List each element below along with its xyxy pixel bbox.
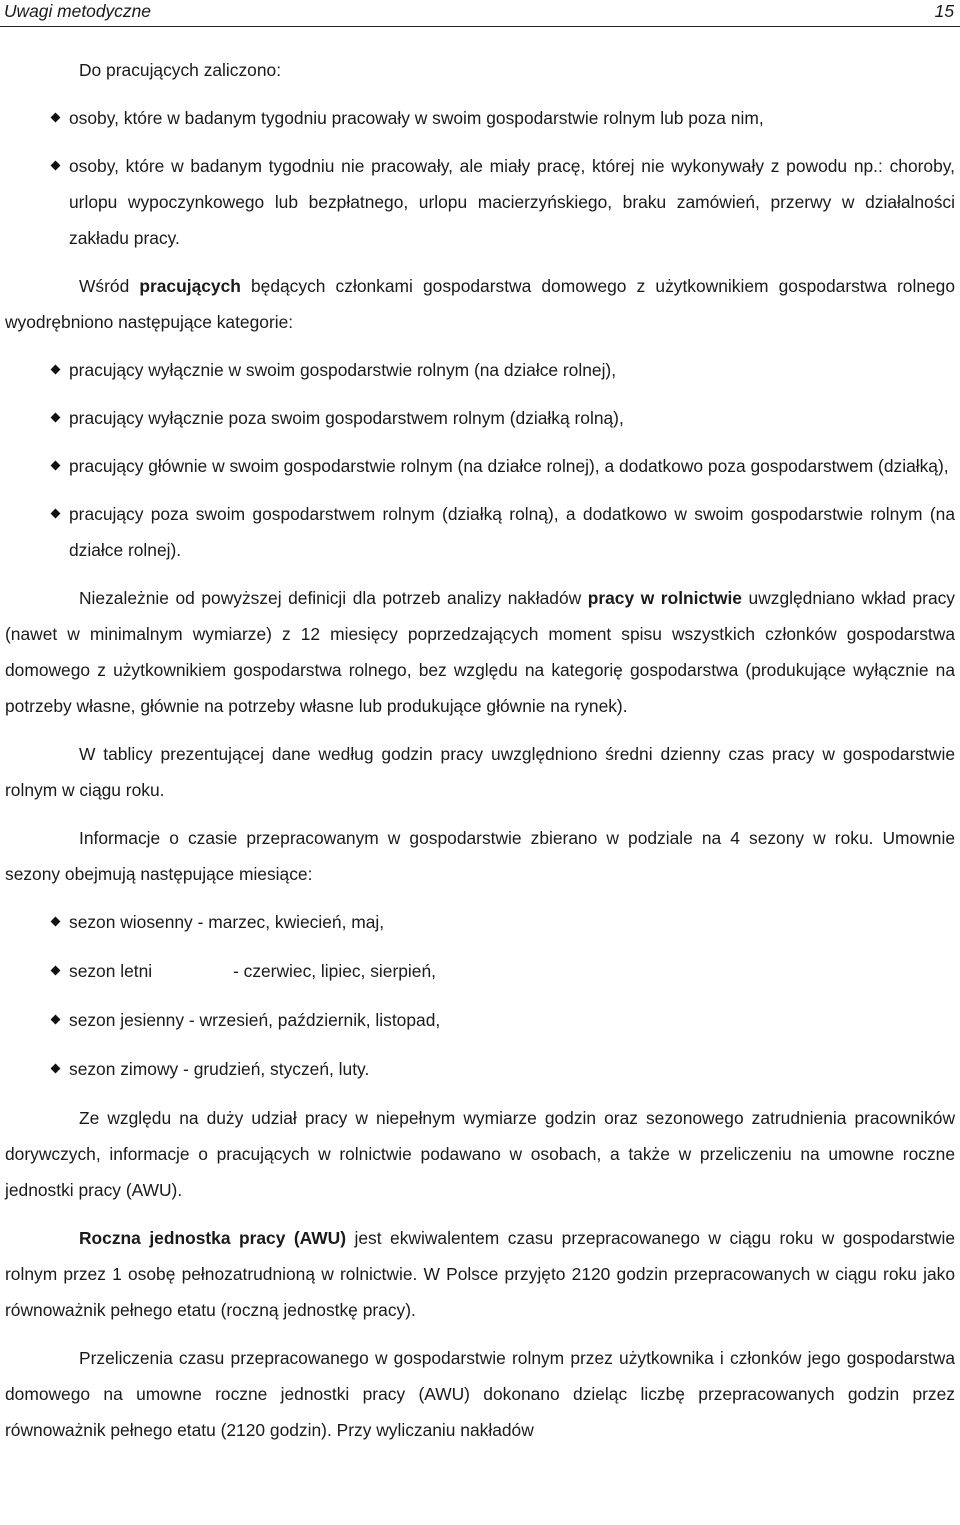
- bullet-icon: [51, 1015, 61, 1025]
- intro-workers: Do pracujących zaliczono:: [79, 60, 282, 80]
- table-paragraph: W tablicy prezentującej dane według godzin pracy uwzględniono średni dzienny czas pracy w gospodarstwie rolnym w ciągu roku.: [5, 744, 955, 800]
- bullet-icon: [51, 365, 61, 375]
- season-months: marzec, kwiecień, maj,: [208, 912, 385, 932]
- season-months: wrzesień, październik, listopad,: [199, 1010, 441, 1030]
- bullet-icon: [51, 917, 61, 927]
- awu-paragraph: Roczna jednostka pracy (AWU) jest ekwiwalentem czasu przepracowanego w ciągu roku w gospodarstwie rolnym przez 1 osobę pełnozatrudnioną w rolnictwie. W Polsce przyjęto 2120 godzin przepracowanych w ciągu roku jako równoważnik pełnego etatu (roczną jednostkę pracy).: [5, 1228, 955, 1320]
- season-name: sezon zimowy -: [69, 1059, 189, 1079]
- bullet-icon: [51, 413, 61, 423]
- list-item: [5, 953, 955, 989]
- list-item: pracujący wyłącznie w swoim gospodarstwie rolnym (na działce rolnej),: [5, 352, 955, 388]
- workers-list: [5, 100, 955, 256]
- labor-paragraph: Niezależnie od powyższej definicji dla potrzeb analizy nakładów pracy w rolnictwie uwzględniano wkład pracy (nawet w minimalnym wymiarze) z 12 miesięcy poprzedzających moment spisu wszystkich członków gospodarstwa domowego z użytkownikiem gospodarstwa rolnego, bez względu na kategorię gospodarstwa (produkujące wyłącznie na potrzeby własne, głównie na potrzeby własne lub produkujące głównie na rynek).: [5, 588, 956, 716]
- season-months: - czerwiec, lipiec, sierpień,: [233, 961, 436, 981]
- bullet-icon: [51, 461, 61, 471]
- seasons-list: [5, 904, 955, 1087]
- page-header: [0, 0, 960, 27]
- season-name: sezon jesienny -: [69, 1010, 195, 1030]
- page-number: 15: [934, 1, 954, 21]
- list-item: pracujący poza swoim gospodarstwem rolnym (działką rolną), a dodatkowo w swoim gospodarstwie rolnym (na działce rolnej).: [5, 496, 955, 568]
- list-item: pracujący wyłącznie poza swoim gospodarstwem rolnym (działką rolną),: [5, 400, 955, 436]
- conversion-paragraph: Przeliczenia czasu przepracowanego w gospodarstwie rolnym przez użytkownika i członków jego gospodarstwa domowego na umowne roczne jednostki pracy (AWU) dokonano dzieląc liczbę przepracowanych godzin przez równoważnik pełnego etatu (2120 godzin). Przy wyliczaniu nakładów: [5, 1348, 955, 1440]
- list-item: [5, 1002, 955, 1038]
- header-title: Uwagi metodyczne: [4, 1, 151, 21]
- emphasis-text: pracy w rolnictwie: [587, 588, 742, 608]
- bullet-icon: [51, 966, 61, 976]
- list-item: [5, 904, 955, 940]
- emphasis-text: pracujących: [139, 276, 241, 296]
- season-months: grudzień, styczeń, luty.: [193, 1059, 370, 1079]
- bullet-icon: [51, 161, 61, 171]
- emphasis-text: Roczna jednostka pracy (AWU): [79, 1228, 347, 1248]
- list-item: [5, 1051, 955, 1087]
- categories-paragraph: Wśród pracujących będących członkami gospodarstwa domowego z użytkownikiem gospodarstwa rolnego wyodrębniono następujące kategorie:: [5, 276, 956, 332]
- seasons-paragraph: Informacje o czasie przepracowanym w gospodarstwie zbierano w podziale na 4 sezony w roku. Umownie sezony obejmują następujące miesiące:: [5, 828, 955, 884]
- list-item: osoby, które w badanym tygodniu pracowały w swoim gospodarstwie rolnym lub poza nim,: [5, 100, 955, 136]
- document-body: [5, 52, 955, 1460]
- list-item: osoby, które w badanym tygodniu nie pracowały, ale miały pracę, której nie wykonywały z powodu np.: choroby, urlopu wypoczynkowego lub bezpłatnego, urlopu macierzyńskiego, braku zamówień, przerwy w działalności zakładu pracy.: [5, 148, 955, 256]
- season-name: sezon wiosenny -: [69, 912, 204, 932]
- bullet-icon: [51, 1064, 61, 1074]
- list-item: pracujący głównie w swoim gospodarstwie rolnym (na działce rolnej), a dodatkowo poza gospodarstwem (działką),: [5, 448, 955, 484]
- bullet-icon: [51, 509, 61, 519]
- parttime-paragraph: Ze względu na duży udział pracy w niepełnym wymiarze godzin oraz sezonowego zatrudnienia pracowników dorywczych, informacje o pracujących w rolnictwie podawano w osobach, a także w przeliczeniu na umowne roczne jednostki pracy (AWU).: [5, 1108, 955, 1200]
- bullet-icon: [51, 113, 61, 123]
- categories-list: [5, 352, 955, 568]
- season-name: sezon letni: [69, 961, 153, 981]
